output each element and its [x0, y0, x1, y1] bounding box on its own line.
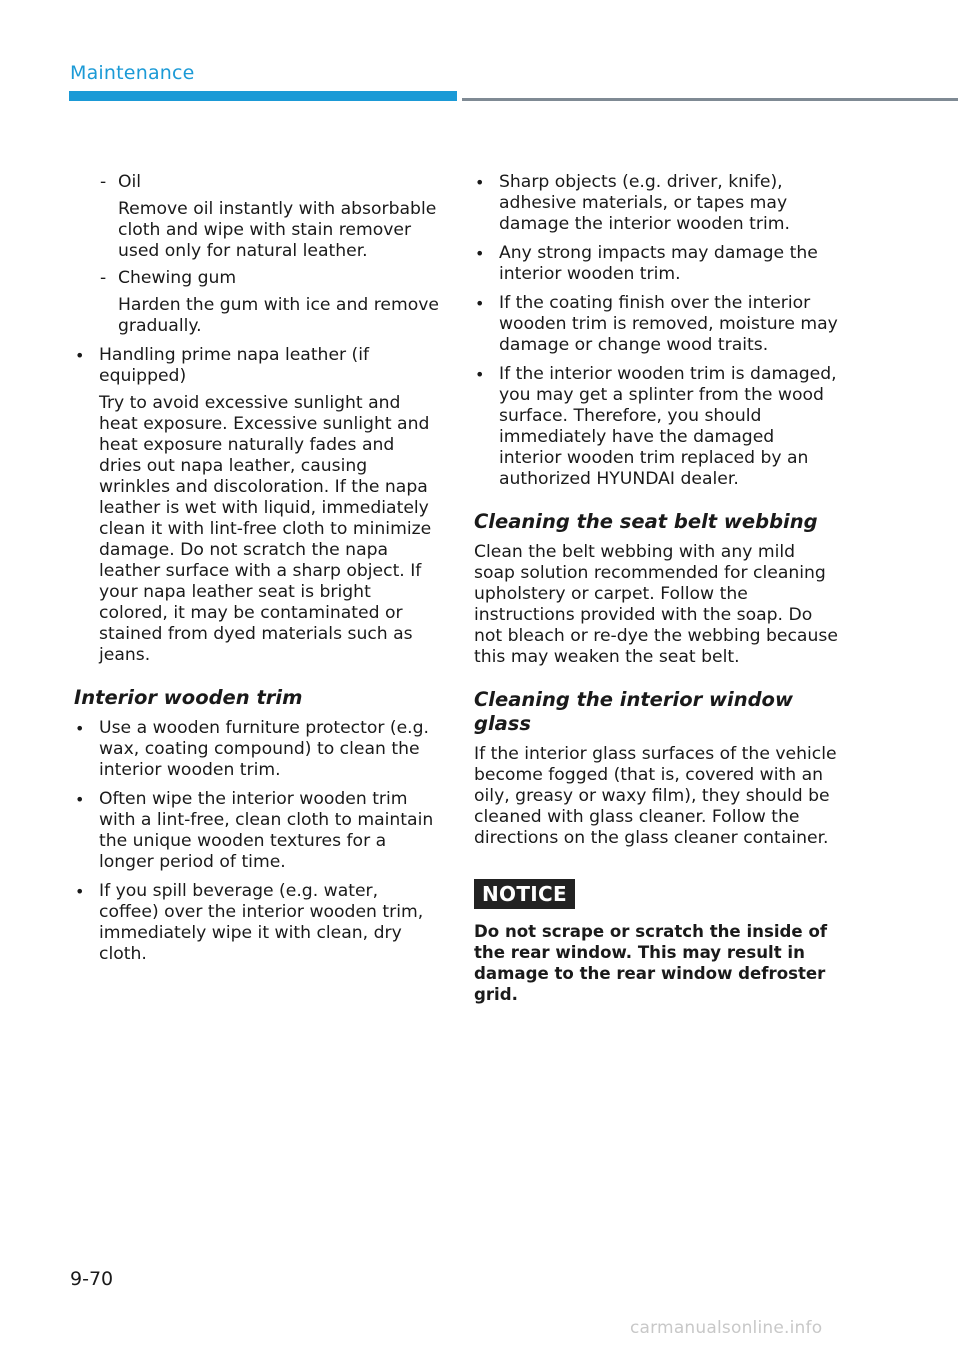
window-glass-text: If the interior glass surfaces of the vehicle become fogged (that is, covered with an oily, greasy or waxy film), they should be cleaned with glass cleaner. Follow the directions on the glass cleaner container. [474, 744, 837, 848]
list-item: • Sharp objects (e.g. driver, knife), adhesive materials, or tapes may damage the interior wooden trim. [474, 172, 840, 235]
list-item: • Any strong impacts may damage the interior wooden trim. [474, 243, 840, 285]
dash-item-gum: - Chewing gum [74, 268, 440, 289]
list-item: • Use a wooden furniture protector (e.g. wax, coating compound) to clean the interior wooden trim. [74, 718, 440, 781]
dash-item-oil: - Oil [74, 172, 440, 193]
list-item: • If the coating finish over the interior wooden trim is removed, moisture may damage or change wood traits. [474, 293, 840, 356]
list-item: • Often wipe the interior wooden trim with a lint-free, clean cloth to maintain the unique wooden textures for a longer period of time. [74, 789, 440, 873]
dash-item-oil-text: Remove oil instantly with absorbable cloth and wipe with stain remover used only for natural leather. [118, 199, 437, 261]
notice-text: Do not scrape or scratch the inside of the rear window. This may result in damage to the rear window defroster grid. [474, 922, 828, 1004]
header-divider-rule [462, 98, 958, 101]
list-item: • If the interior wooden trim is damaged, you may get a splinter from the wood surface. Therefore, you should immediately have the damaged interior wooden trim replaced by an authorized HYUNDAI dealer. [474, 364, 840, 490]
header-accent-rule [69, 91, 457, 101]
notice-badge: NOTICE [474, 879, 575, 909]
heading-interior-wooden-trim: Interior wooden trim [74, 686, 303, 709]
watermark: carmanualsonline.info [630, 1318, 823, 1338]
napa-leather-text: Try to avoid excessive sunlight and heat exposure. Excessive sunlight and heat exposure naturally fades and dries out napa leather, causing wrinkles and discoloration. If the napa leather is wet with liquid, immediately clean it with lint-free cloth to minimize damage. Do not scratch the napa leather surface with a sharp object. If your napa leather seat is bright colored, it may be contaminated or stained from dyed materials such as jeans. [99, 393, 432, 665]
page-number: 9-70 [70, 1268, 114, 1290]
section-title: Maintenance [70, 62, 195, 84]
heading-interior-window-glass: Cleaning the interior window glass [474, 688, 793, 735]
left-column [74, 172, 440, 965]
heading-seat-belt-webbing: Cleaning the seat belt webbing [474, 510, 818, 533]
dash-item-gum-text: Harden the gum with ice and remove gradually. [118, 295, 439, 336]
bullet-napa-leather: • Handling prime napa leather (if equipped) [74, 345, 440, 387]
right-column [474, 172, 840, 1005]
list-item: • If you spill beverage (e.g. water, coffee) over the interior wooden trim, immediately wipe it with clean, dry cloth. [74, 881, 440, 965]
seat-belt-text: Clean the belt webbing with any mild soap solution recommended for cleaning upholstery or carpet. Follow the instructions provided with the soap. Do not bleach or re-dye the webbing because this may weaken the seat belt. [474, 542, 838, 667]
